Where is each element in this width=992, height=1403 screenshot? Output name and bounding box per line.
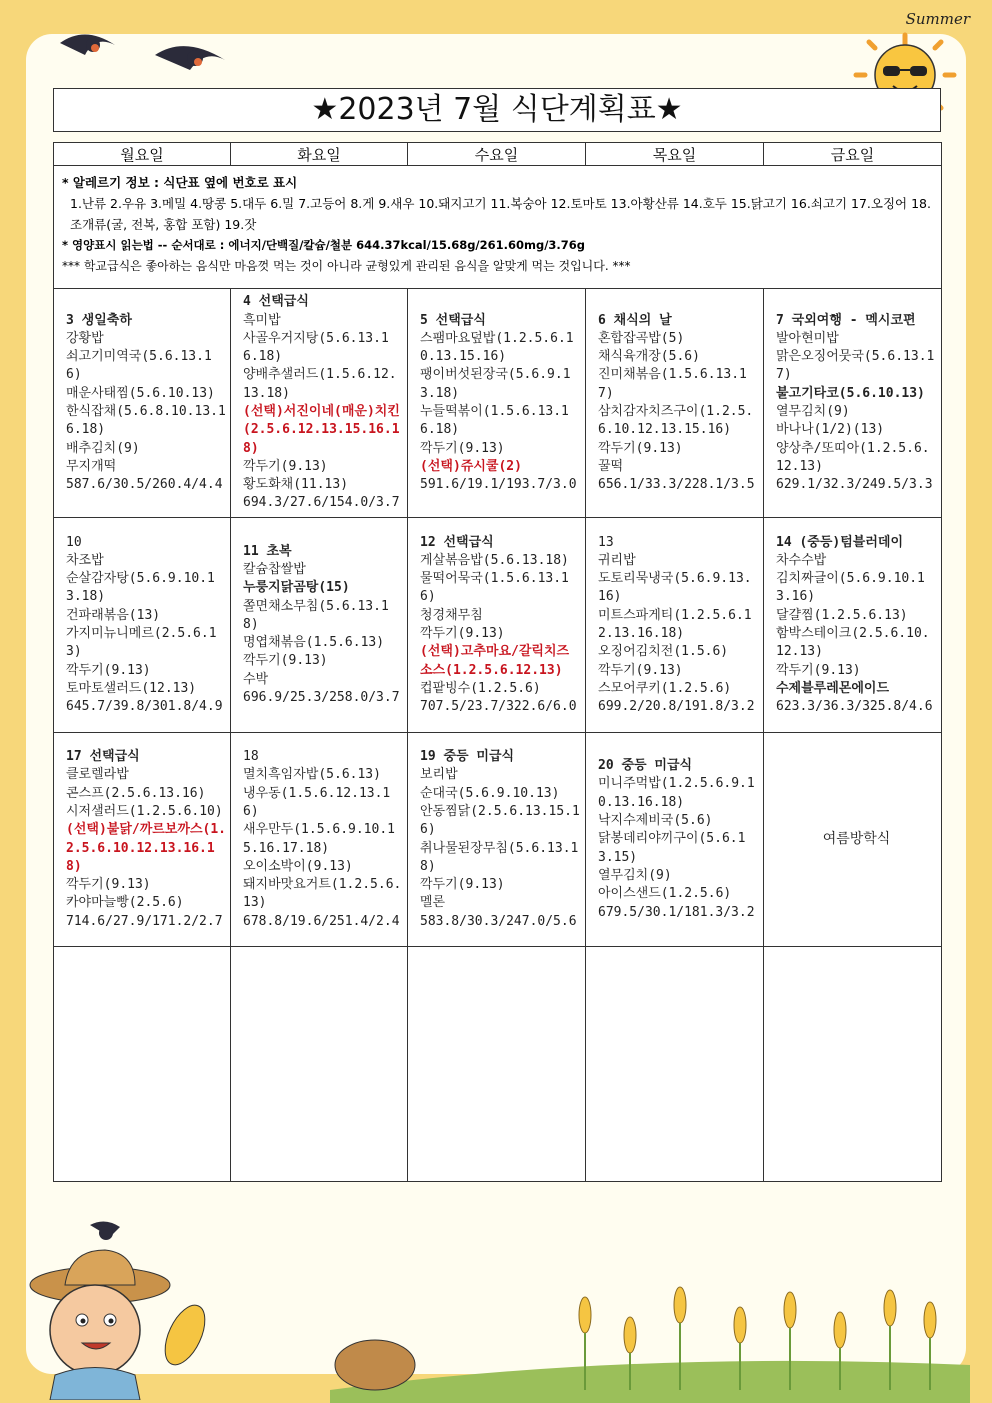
- menu-item: 깍두기(9.13): [243, 653, 328, 669]
- menu-item: 클로렐라밥: [66, 767, 129, 783]
- menu-item: 679.5/30.1/181.3/3.2: [598, 904, 755, 920]
- menu-item: 닭봉데리야끼구이(5.6.13.15): [598, 831, 746, 865]
- menu-item: 714.6/27.9/171.2/2.7: [66, 913, 223, 929]
- menu-item: 열무김치(9): [776, 404, 850, 419]
- menu-item: 591.6/19.1/193.7/3.0: [420, 477, 577, 493]
- menu-item: 냉우동(1.5.6.12.13.16): [243, 785, 391, 819]
- menu-item: 깍두기(9.13): [66, 662, 151, 678]
- day-cell: [54, 733, 231, 947]
- menu-item: 매운사태찜(5.6.10.13): [66, 385, 215, 401]
- info-cell: [54, 166, 942, 289]
- menu-item: 칼슘찹쌀밥: [243, 561, 306, 577]
- menu-item: 멜론: [420, 895, 446, 911]
- menu-item: 깍두기(9.13): [420, 440, 505, 456]
- day-cell: [231, 289, 408, 518]
- day-heading: 7 국외여행 - 멕시코편: [776, 312, 916, 328]
- weekday-header: 화요일: [231, 143, 408, 166]
- menu-item: 물떡어묵국(1.5.6.13.16): [420, 571, 569, 605]
- empty-day-cell: [586, 947, 764, 1182]
- day-heading: 19 중등 미급식: [420, 749, 515, 765]
- info-row: [54, 166, 942, 289]
- menu-item: 쫄면채소무침(5.6.13.18): [243, 598, 389, 632]
- weekday-header: 목요일: [586, 143, 764, 166]
- menu-item: 토마토샐러드(12.13): [66, 680, 197, 696]
- menu-item: 건파래볶음(13): [66, 607, 161, 623]
- menu-item: 흑미밥: [243, 312, 281, 328]
- farmer-boy-illustration: [10, 1215, 220, 1400]
- menu-item: 게살볶음밥(5.6.13.18): [420, 552, 569, 568]
- menu-item: 꿀떡: [598, 458, 624, 474]
- weekday-header: 월요일: [54, 143, 231, 166]
- menu-item: 멸치흑임자밥(5.6.13): [243, 767, 381, 783]
- menu-item: 명엽채볶음(1.5.6.13): [243, 635, 385, 651]
- menu-item: 카야마늘빵(2.5.6): [66, 895, 184, 911]
- empty-day-cell: [54, 947, 231, 1182]
- menu-item: 혼합잡곡밥(5): [598, 330, 685, 346]
- motto-text: *** 학교급식은 좋아하는 음식만 마음껏 먹는 것이 아니라 균형있게 관리된 음식을 알맞게 먹는 것입니다. ***: [62, 259, 631, 273]
- menu-item: 누들떡볶이(1.5.6.13.16.18): [420, 404, 569, 438]
- menu-item: 깍두기(9.13): [243, 458, 328, 474]
- empty-day-cell: [764, 947, 942, 1182]
- week-row: [54, 733, 942, 947]
- day-cell: [231, 518, 408, 733]
- corner-text: Summer: [905, 10, 970, 28]
- menu-item: 깍두기(9.13): [598, 440, 683, 456]
- swallow-birds-illustration: [55, 15, 245, 75]
- menu-item: 아이스샌드(1.2.5.6): [598, 886, 732, 902]
- allergy-list: 1.난류 2.우유 3.메밀 4.땅콩 5.대두 6.밀 7.고등어 8.게 9.새우 10.돼지고기 11.복숭아 12.토마토 13.아황산류 14.호두 15.닭고기 16.쇠고기 17.오징어 18.조개류(굴, 전복, 홍합 포함) 19.잣: [70, 196, 931, 232]
- menu-item: 깍두기(9.13): [776, 662, 861, 678]
- menu-item: 오징어김치전(1.5.6): [598, 644, 729, 660]
- menu-item: 699.2/20.8/191.8/3.2: [598, 699, 755, 715]
- menu-item: 가지미뉴니메르(2.5.6.13): [66, 626, 217, 660]
- menu-item: 깍두기(9.13): [66, 877, 151, 893]
- day-cell: [586, 518, 764, 733]
- day-note: 여름방학식: [822, 831, 891, 848]
- menu-item: 사골우거지탕(5.6.13.16.18): [243, 330, 389, 365]
- menu-item: 차조밥: [66, 552, 104, 568]
- day-cell: [54, 518, 231, 733]
- day-heading: 3 생일축하: [66, 312, 132, 328]
- menu-item: 강황밥: [66, 330, 104, 346]
- menu-item: 청경채무침: [420, 607, 483, 623]
- empty-day-cell: [231, 947, 408, 1182]
- day-cell: [764, 733, 942, 947]
- menu-item: 김치짜글이(5.6.9.10.13.16): [776, 571, 925, 605]
- menu-item: (선택)쥬시쿨(2): [420, 458, 522, 474]
- day-cell: [586, 289, 764, 518]
- menu-item: 순살감자탕(5.6.9.10.13.18): [66, 571, 215, 605]
- day-heading: 17 선택급식: [66, 749, 140, 765]
- day-heading: 6 채식의 날: [598, 312, 672, 328]
- menu-item: 694.3/27.6/154.0/3.7: [243, 495, 400, 511]
- menu-item: 양상추/또띠아(1.2.5.6.12.13): [776, 440, 930, 474]
- menu-item: 컵팥빙수(1.2.5.6): [420, 680, 541, 696]
- day-cell: [408, 733, 586, 947]
- menu-item: 696.9/25.3/258.0/3.7: [243, 690, 400, 706]
- menu-item: 양배추샐러드(1.5.6.12.13.18): [243, 367, 397, 401]
- menu-item: 새우만두(1.5.6.9.10.15.16.17.18): [243, 822, 395, 856]
- menu-item: 수제블루레몬에이드: [776, 680, 890, 696]
- day-cell: [586, 733, 764, 947]
- week-row: [54, 518, 942, 733]
- menu-item: 귀리밥: [598, 552, 636, 568]
- menu-item: 미니주먹밥(1.2.5.6.9.10.13.16.18): [598, 776, 755, 810]
- menu-item: 바나나(1/2)(13): [776, 422, 885, 438]
- day-heading: 5 선택급식: [420, 312, 486, 328]
- menu-item: 돼지바맛요거트(1.2.5.6.13): [243, 877, 402, 911]
- nutrition-guide: * 영양표시 읽는법 -- 순서대로 : 에너지/단백질/칼슘/철분 644.37kcal/15.68g/261.60mg/3.76g: [62, 238, 586, 252]
- menu-item: 채식육개장(5.6): [598, 349, 700, 365]
- menu-item: 오이소박이(9.13): [243, 858, 353, 874]
- menu-item: 함박스테이크(2.5.6.10.12.13): [776, 626, 930, 660]
- day-heading: 11 초복: [243, 543, 292, 559]
- day-heading: 20 중등 미급식: [598, 758, 693, 774]
- menu-item: 순대국(5.6.9.10.13): [420, 785, 560, 801]
- allergy-title: * 알레르기 정보 : 식단표 옆에 번호로 표시: [62, 175, 298, 190]
- menu-item: 스팸마요덮밥(1.2.5.6.10.13.15.16): [420, 330, 574, 365]
- meal-plan-table: [53, 142, 942, 1182]
- menu-item: 656.1/33.3/228.1/3.5: [598, 477, 755, 493]
- menu-item: 배추김치(9): [66, 440, 140, 456]
- menu-item: 무지개떡: [66, 458, 117, 474]
- menu-item: 쇠고기미역국(5.6.13.16): [66, 349, 212, 383]
- weekday-header: 금요일: [764, 143, 942, 166]
- menu-item: 미트스파게티(1.2.5.6.12.13.16.18): [598, 607, 752, 641]
- day-cell: [764, 289, 942, 518]
- menu-item: 645.7/39.8/301.8/4.9: [66, 699, 223, 715]
- day-cell: [54, 289, 231, 518]
- menu-item: 낙지수제비국(5.6): [598, 813, 713, 829]
- empty-day-cell: [408, 947, 586, 1182]
- menu-item: 취나물된장무침(5.6.13.18): [420, 840, 579, 874]
- menu-item: 발아현미밥: [776, 330, 839, 346]
- weekday-header: 수요일: [408, 143, 586, 166]
- menu-item: 맑은오징어뭇국(5.6.13.17): [776, 349, 935, 383]
- menu-item: 진미채볶음(1.5.6.13.17): [598, 367, 747, 401]
- menu-item: 차수수밥: [776, 552, 827, 568]
- weekday-header-row: [54, 143, 942, 166]
- menu-item: 삼치감자치즈구이(1.2.5.6.10.12.13.15.16): [598, 404, 754, 438]
- page-title: ★2023년 7월 식단계획표★: [53, 88, 941, 132]
- menu-item: 황도화채(11.13): [243, 477, 349, 493]
- menu-item: 보리밥: [420, 767, 458, 783]
- day-heading: 13: [598, 534, 614, 550]
- menu-item: 누룽지닭곰탕(15): [243, 580, 350, 596]
- day-heading: 14 (중등)텀블러데이: [776, 534, 904, 550]
- empty-week-row: [54, 947, 942, 1182]
- day-heading: 18: [243, 749, 259, 765]
- day-cell: [764, 518, 942, 733]
- day-cell: [231, 733, 408, 947]
- menu-item: 583.8/30.3/247.0/5.6: [420, 913, 577, 929]
- menu-item: 629.1/32.3/249.5/3.3: [776, 477, 933, 493]
- menu-item: 열무김치(9): [598, 867, 672, 883]
- menu-item: 도토리묵냉국(5.6.9.13.16): [598, 571, 752, 605]
- menu-item: 시저샐러드(1.2.5.6.10): [66, 803, 223, 819]
- menu-item: 수박: [243, 671, 269, 687]
- corn-field-illustration: [330, 1280, 970, 1403]
- menu-item: 불고기타코(5.6.10.13): [776, 385, 925, 401]
- week-row: [54, 289, 942, 518]
- menu-item: 678.8/19.6/251.4/2.4: [243, 913, 400, 929]
- menu-item: 안동찜닭(2.5.6.13.15.16): [420, 803, 580, 838]
- day-heading: 4 선택급식: [243, 294, 309, 310]
- menu-item: 깍두기(9.13): [420, 877, 505, 893]
- menu-item: 707.5/23.7/322.6/6.0: [420, 699, 577, 715]
- day-cell: [408, 289, 586, 518]
- menu-item: 팽이버섯된장국(5.6.9.13.18): [420, 367, 571, 401]
- menu-item: 깍두기(9.13): [598, 662, 683, 678]
- day-cell: [408, 518, 586, 733]
- menu-item: 한식잡채(5.6.8.10.13.16.18): [66, 404, 226, 438]
- day-heading: 10: [66, 534, 82, 550]
- menu-item: 623.3/36.3/325.8/4.6: [776, 699, 933, 715]
- menu-item: (선택)불닭/까르보까스(1.2.5.6.10.12.13.16.18): [66, 822, 226, 874]
- menu-item: 587.6/30.5/260.4/4.4: [66, 477, 223, 493]
- menu-item: 깍두기(9.13): [420, 626, 505, 641]
- menu-item: (선택)고추마요/갈릭치즈소스(1.2.5.6.12.13): [420, 644, 570, 678]
- menu-item: 콘스프(2.5.6.13.16): [66, 785, 206, 801]
- day-heading: 12 선택급식: [420, 534, 494, 550]
- menu-item: 스모어쿠키(1.2.5.6): [598, 680, 732, 696]
- menu-item: 달걀찜(1.2.5.6.13): [776, 607, 908, 623]
- menu-item: (선택)서진이네(매운)치킨(2.5.6.12.13.15.16.18): [243, 404, 400, 456]
